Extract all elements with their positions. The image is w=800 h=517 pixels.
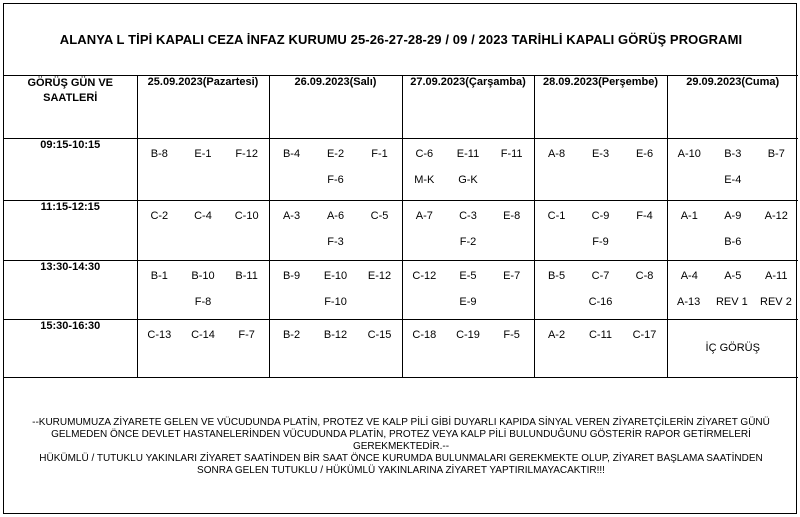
ward-code: F-2 <box>459 235 477 248</box>
ward-line <box>535 170 667 190</box>
schedule-cell <box>269 200 402 260</box>
ward-code: B-1 <box>150 269 168 282</box>
schedule-cell <box>269 260 402 319</box>
ward-line <box>535 206 667 226</box>
ward-code: E-8 <box>503 209 521 222</box>
notice-text <box>4 379 798 515</box>
ward-line <box>138 170 269 190</box>
ward-code: F-10 <box>324 295 347 308</box>
ward-code: A-7 <box>415 209 433 222</box>
ward-line <box>668 206 799 226</box>
ward-code: C-10 <box>234 209 259 222</box>
ward-code: A-6 <box>326 209 345 222</box>
schedule-cell <box>269 319 402 377</box>
ward-code: F-1 <box>371 147 388 160</box>
ward-code: F-5 <box>503 328 520 341</box>
ward-code: A-10 <box>677 147 701 160</box>
ward-code: C-17 <box>632 328 657 341</box>
ward-code: F-4 <box>636 209 653 222</box>
time-slot: 13:30-14:30 <box>4 260 137 319</box>
ward-code: B-8 <box>150 147 168 160</box>
ward-code: C-1 <box>547 209 566 222</box>
ward-line <box>270 144 402 164</box>
ward-line <box>138 144 269 164</box>
ward-line <box>403 206 534 226</box>
ward-line <box>138 206 269 226</box>
ward-code: C-11 <box>588 328 613 341</box>
ward-line <box>270 325 402 345</box>
ward-line <box>535 325 667 345</box>
ward-line <box>403 144 534 164</box>
ward-code: E-9 <box>459 295 477 308</box>
schedule-cell <box>534 319 667 377</box>
ward-code: E-6 <box>635 147 654 160</box>
ward-code: A-12 <box>764 209 788 222</box>
ward-code: B-6 <box>724 235 742 248</box>
ward-line <box>138 266 269 286</box>
ward-code: A-11 <box>765 269 788 282</box>
ward-line <box>403 232 534 252</box>
ward-line <box>535 232 667 252</box>
ward-code: A-3 <box>282 209 301 222</box>
ward-code: E-10 <box>323 269 348 282</box>
header-row <box>4 76 798 138</box>
ward-code: A-13 <box>677 295 701 308</box>
ward-code: A-2 <box>547 328 566 341</box>
ward-code: C-13 <box>147 328 172 341</box>
page-title: ALANYA L TİPİ KAPALI CEZA İNFAZ KURUMU 25-26-27-28-29 / 09 / 2023 TARİHLİ KAPALI GÖRÜŞ PROGRAMI <box>4 4 798 76</box>
ward-line <box>138 351 269 371</box>
ward-code: E-4 <box>724 173 742 186</box>
ward-code: E-11 <box>456 147 480 160</box>
day-header-monday: 25.09.2023(Pazartesi) <box>137 76 269 138</box>
ward-code: F-6 <box>327 173 344 186</box>
ward-code: A-4 <box>680 269 698 282</box>
ward-code: C-5 <box>370 209 389 222</box>
ward-code: A-9 <box>724 209 742 222</box>
ward-code: F-11 <box>500 147 523 160</box>
ward-code: E-1 <box>194 147 212 160</box>
schedule-cell <box>137 138 269 200</box>
ward-line <box>270 206 402 226</box>
table-row <box>4 138 798 200</box>
ward-code: A-8 <box>547 147 566 160</box>
schedule-cell <box>534 260 667 319</box>
ward-line <box>403 170 534 190</box>
day-header-wednesday: 27.09.2023(Çarşamba) <box>402 76 534 138</box>
ward-code: E-7 <box>503 269 521 282</box>
ward-code: C-16 <box>588 295 613 308</box>
ward-code: C-2 <box>150 209 169 222</box>
schedule-cell <box>402 260 534 319</box>
ward-line <box>138 292 269 312</box>
ward-code: B-7 <box>767 147 785 160</box>
ward-line <box>270 266 402 286</box>
ward-line <box>535 266 667 286</box>
table-row <box>4 319 798 377</box>
ward-code: C-3 <box>459 209 477 222</box>
notice-paragraph-implants: --KURUMUMUZA ZİYARETE GELEN VE VÜCUDUNDA PLATİN, PROTEZ VE KALP PİLİ GİBİ DUYARLI KAPIDA SİNYAL VEREN ZİYARETÇİLERİN ZİYARET GÜNÜ GELMEDEN ÖNCE DEVLET HASTANELERİNDEN VÜCUDUNDA PLATİN, PROTEZ VEYA KALP PİLİ BULUNDUĞUNU GÖSTERİR RAPOR GETİRMELERİ GEREKMEKTEDİR.-- <box>32 417 770 452</box>
day-header-thursday: 28.09.2023(Perşembe) <box>534 76 667 138</box>
ward-code: E-3 <box>591 147 610 160</box>
ward-code: B-3 <box>724 147 742 160</box>
ward-line <box>403 292 534 312</box>
schedule-cell <box>402 138 534 200</box>
ward-line <box>668 170 799 190</box>
schedule-cell <box>137 260 269 319</box>
ward-code: B-12 <box>323 328 348 341</box>
ward-code: F-8 <box>194 295 212 308</box>
ward-line <box>668 144 799 164</box>
ward-line <box>403 325 534 345</box>
ward-code: E-5 <box>459 269 477 282</box>
day-header-tuesday: 26.09.2023(Salı) <box>269 76 402 138</box>
ward-code: B-9 <box>282 269 301 282</box>
ward-code: C-4 <box>194 209 212 222</box>
ward-code: C-9 <box>591 209 610 222</box>
ward-code: M-K <box>414 173 435 186</box>
schedule-cell <box>667 138 798 200</box>
special-visit-label: İÇ GÖRÜŞ <box>705 342 760 354</box>
ward-code: B-10 <box>191 269 215 282</box>
ward-code: B-5 <box>547 269 566 282</box>
ward-code: F-3 <box>327 235 344 248</box>
ward-line <box>138 325 269 345</box>
ward-line <box>270 292 402 312</box>
schedule-cell <box>137 200 269 260</box>
ward-line <box>535 292 667 312</box>
time-slot: 15:30-16:30 <box>4 319 137 377</box>
ward-code: F-9 <box>592 235 609 248</box>
ward-line <box>668 232 799 252</box>
ward-code: F-7 <box>238 328 255 341</box>
ward-code: REV 1 <box>715 295 748 308</box>
ward-code: F-12 <box>235 147 258 160</box>
ward-line <box>138 232 269 252</box>
ward-code: C-8 <box>635 269 654 282</box>
schedule-cell <box>534 200 667 260</box>
schedule-cell <box>667 260 798 319</box>
ward-code: E-2 <box>326 147 345 160</box>
ward-code: REV 2 <box>760 295 792 308</box>
ward-line <box>535 351 667 371</box>
ward-code: G-K <box>458 173 478 186</box>
schedule-cell <box>667 319 798 377</box>
ward-code: E-12 <box>367 269 392 282</box>
ward-line <box>535 144 667 164</box>
schedule-cell <box>402 319 534 377</box>
ward-line <box>403 351 534 371</box>
ward-line <box>270 232 402 252</box>
ward-code: A-5 <box>724 269 742 282</box>
ward-code: C-18 <box>412 328 437 341</box>
ward-code: B-4 <box>282 147 301 160</box>
schedule-cell <box>534 138 667 200</box>
ward-code: B-2 <box>282 328 301 341</box>
schedule-body <box>4 138 798 377</box>
ward-code: B-11 <box>235 269 258 282</box>
day-header-friday: 29.09.2023(Cuma) <box>667 76 798 138</box>
ward-code: C-7 <box>591 269 610 282</box>
ward-code: C-15 <box>367 328 392 341</box>
ward-code: A-1 <box>680 209 698 222</box>
ward-line <box>668 292 799 312</box>
ward-line <box>270 170 402 190</box>
ward-code: C-6 <box>415 147 434 160</box>
schedule-cell <box>269 138 402 200</box>
notice-paragraph-arrival: HÜKÜMLÜ / TUTUKLU YAKINLARI ZİYARET SAATİNDEN BİR SAAT ÖNCE KURUMDA BULUNMALARI GEREKMEKTE OLUP, ZİYARET BAŞLAMA SAATİNDEN SONRA GELEN TUTUKLU / HÜKÜMLÜ YAKINLARINA ZİYARET YAPTIRILMAYACAKTIR!!! <box>39 453 763 476</box>
table-row <box>4 260 798 319</box>
schedule-cell <box>667 200 798 260</box>
visit-schedule-table <box>4 76 798 378</box>
schedule-cell <box>137 319 269 377</box>
time-slot: 09:15-10:15 <box>4 138 137 200</box>
ward-line <box>668 266 799 286</box>
table-row <box>4 200 798 260</box>
ward-line <box>403 266 534 286</box>
schedule-cell <box>402 200 534 260</box>
document-frame <box>3 3 797 514</box>
time-column-header: GÖRÜŞ GÜN VE SAATLERİ <box>4 76 137 138</box>
ward-code: C-12 <box>412 269 437 282</box>
ward-code: C-19 <box>456 328 480 341</box>
ward-code: C-14 <box>191 328 215 341</box>
time-slot: 11:15-12:15 <box>4 200 137 260</box>
ward-line <box>270 351 402 371</box>
